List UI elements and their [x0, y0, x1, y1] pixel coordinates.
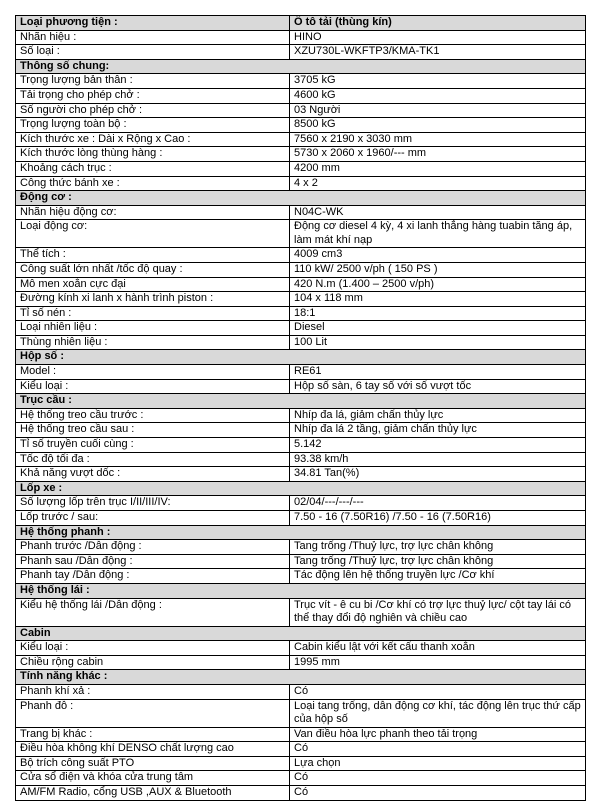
spec-row — [16, 220, 586, 248]
spec-value: Tang trống /Thuỷ lực, trợ lực chân không — [290, 540, 586, 555]
spec-value: Có — [290, 785, 586, 800]
section-header-row — [16, 670, 586, 685]
spec-label: Số loại : — [16, 45, 290, 60]
spec-label: Phanh sau /Dẫn động : — [16, 554, 290, 569]
vehicle-type-header-row — [16, 16, 586, 31]
spec-value: 110 kW/ 2500 v/ph ( 150 PS ) — [290, 262, 586, 277]
spec-label: Nhãn hiệu động cơ: — [16, 205, 290, 220]
spec-value: 7560 x 2190 x 3030 mm — [290, 132, 586, 147]
spec-row — [16, 569, 586, 584]
spec-label: Đường kính xi lanh x hành trình piston : — [16, 292, 290, 307]
spec-row — [16, 88, 586, 103]
spec-label: Phanh đỗ : — [16, 699, 290, 727]
spec-value: Van điều hòa lực phanh theo tải trọng — [290, 727, 586, 742]
spec-row — [16, 176, 586, 191]
section-header-row — [16, 481, 586, 496]
spec-label: Tỉ số nén : — [16, 306, 290, 321]
spec-row — [16, 438, 586, 453]
spec-label: Điều hòa không khí DENSO chất lượng cao — [16, 742, 290, 757]
spec-row — [16, 496, 586, 511]
spec-label: Tải trọng cho phép chở : — [16, 88, 290, 103]
spec-value: 34.81 Tan(%) — [290, 467, 586, 482]
spec-label: Mô men xoắn cực đại — [16, 277, 290, 292]
spec-row — [16, 306, 586, 321]
spec-row — [16, 727, 586, 742]
spec-table-body — [16, 16, 586, 801]
spec-value: Diesel — [290, 321, 586, 336]
spec-label: Hệ thống treo cầu sau : — [16, 423, 290, 438]
spec-value: Có — [290, 684, 586, 699]
spec-label: Phanh tay /Dẫn động : — [16, 569, 290, 584]
spec-row — [16, 742, 586, 757]
spec-label: Kiểu loại : — [16, 379, 290, 394]
spec-label: Trọng lượng toàn bộ : — [16, 118, 290, 133]
spec-row — [16, 205, 586, 220]
spec-value: 8500 kG — [290, 118, 586, 133]
spec-value: 1995 mm — [290, 655, 586, 670]
spec-row — [16, 335, 586, 350]
spec-label: Trọng lượng bản thân : — [16, 74, 290, 89]
spec-value: 7.50 - 16 (7.50R16) /7.50 - 16 (7.50R16) — [290, 511, 586, 526]
spec-label: Lốp trước / sau: — [16, 511, 290, 526]
spec-label: Kiểu hệ thống lái /Dẫn động : — [16, 598, 290, 626]
spec-label: Phanh khí xả : — [16, 684, 290, 699]
section-header-row — [16, 394, 586, 409]
spec-label: Model : — [16, 365, 290, 380]
spec-value: HINO — [290, 30, 586, 45]
spec-row — [16, 248, 586, 263]
spec-value: 03 Người — [290, 103, 586, 118]
spec-row — [16, 103, 586, 118]
spec-label: Phanh trước /Dẫn động : — [16, 540, 290, 555]
spec-value: N04C-WK — [290, 205, 586, 220]
spec-row — [16, 161, 586, 176]
section-header-row — [16, 350, 586, 365]
vehicle-type-value: Ô tô tải (thùng kín) — [290, 16, 586, 31]
section-title: Thông số chung: — [16, 59, 586, 74]
spec-row — [16, 655, 586, 670]
spec-label: Kích thước xe : Dài x Rộng x Cao : — [16, 132, 290, 147]
spec-row — [16, 467, 586, 482]
spec-value: Nhíp đa lá, giảm chấn thủy lực — [290, 408, 586, 423]
spec-value: Hộp số sàn, 6 tay số với số vượt tốc — [290, 379, 586, 394]
spec-row — [16, 771, 586, 786]
spec-label: Khả năng vượt dốc : — [16, 467, 290, 482]
spec-value: 3705 kG — [290, 74, 586, 89]
spec-label: Số lượng lốp trên trục I/II/III/IV: — [16, 496, 290, 511]
spec-value: 18:1 — [290, 306, 586, 321]
spec-value: 4 x 2 — [290, 176, 586, 191]
section-title: Lốp xe : — [16, 481, 586, 496]
spec-label: Cửa sổ điện và khóa cửa trung tâm — [16, 771, 290, 786]
spec-label: Công suất lớn nhất /tốc độ quay : — [16, 262, 290, 277]
spec-value: XZU730L-WKFTP3/KMA-TK1 — [290, 45, 586, 60]
spec-value: 420 N.m (1.400 – 2500 v/ph) — [290, 277, 586, 292]
spec-value: 93.38 km/h — [290, 452, 586, 467]
spec-row — [16, 756, 586, 771]
section-header-row — [16, 583, 586, 598]
spec-value: Động cơ diesel 4 kỳ, 4 xi lanh thẳng hàng tuabin tăng áp, làm mát khí nạp — [290, 220, 586, 248]
spec-label: Kiểu loại : — [16, 641, 290, 656]
spec-value: Loại tang trống, dẫn động cơ khí, tác động lên trục thứ cấp của hộp số — [290, 699, 586, 727]
spec-row — [16, 262, 586, 277]
section-header-row — [16, 525, 586, 540]
spec-row — [16, 132, 586, 147]
vehicle-type-label: Loại phương tiện : — [16, 16, 290, 31]
spec-value: 100 Lit — [290, 335, 586, 350]
spec-row — [16, 74, 586, 89]
spec-label: Số người cho phép chở : — [16, 103, 290, 118]
spec-row — [16, 277, 586, 292]
spec-value: Có — [290, 742, 586, 757]
spec-value: Nhíp đa lá 2 tầng, giảm chấn thủy lực — [290, 423, 586, 438]
spec-label: Bộ trích công suất PTO — [16, 756, 290, 771]
section-title: Tính năng khác : — [16, 670, 586, 685]
spec-value: Lựa chọn — [290, 756, 586, 771]
spec-row — [16, 408, 586, 423]
section-title: Trục cầu : — [16, 394, 586, 409]
spec-label: Nhãn hiệu : — [16, 30, 290, 45]
spec-value: Có — [290, 771, 586, 786]
spec-label: Khoảng cách trục : — [16, 161, 290, 176]
spec-value: Trục vít - ê cu bi /Cơ khí có trợ lực thuỷ lực/ cột tay lái có thể thay đổi độ nghiên và chiều cao — [290, 598, 586, 626]
spec-label: Chiều rộng cabin — [16, 655, 290, 670]
spec-value: 4600 kG — [290, 88, 586, 103]
spec-label: Tốc độ tối đa : — [16, 452, 290, 467]
spec-value: RE61 — [290, 365, 586, 380]
section-header-row — [16, 191, 586, 206]
section-title: Hệ thống lái : — [16, 583, 586, 598]
spec-label: Thể tích : — [16, 248, 290, 263]
spec-row — [16, 684, 586, 699]
spec-value: 5.142 — [290, 438, 586, 453]
spec-label: Kích thước lòng thùng hàng : — [16, 147, 290, 162]
spec-value: Cabin kiểu lật với kết cấu thanh xoắn — [290, 641, 586, 656]
spec-row — [16, 423, 586, 438]
spec-row — [16, 321, 586, 336]
spec-table — [15, 15, 586, 801]
spec-row — [16, 379, 586, 394]
spec-row — [16, 699, 586, 727]
spec-value: Tác động lên hệ thống truyền lực /Cơ khí — [290, 569, 586, 584]
spec-label: Công thức bánh xe : — [16, 176, 290, 191]
spec-row — [16, 365, 586, 380]
spec-label: Loại nhiên liệu : — [16, 321, 290, 336]
spec-row — [16, 45, 586, 60]
spec-label: AM/FM Radio, cổng USB ,AUX & Bluetooth — [16, 785, 290, 800]
spec-row — [16, 30, 586, 45]
spec-row — [16, 598, 586, 626]
spec-row — [16, 554, 586, 569]
spec-label: Thùng nhiên liệu : — [16, 335, 290, 350]
spec-row — [16, 785, 586, 800]
spec-value: Tang trống /Thuỷ lực, trợ lực chân không — [290, 554, 586, 569]
spec-label: Tỉ số truyền cuối cùng : — [16, 438, 290, 453]
spec-value: 02/04/---/---/--- — [290, 496, 586, 511]
spec-row — [16, 118, 586, 133]
spec-row — [16, 147, 586, 162]
spec-value: 4200 mm — [290, 161, 586, 176]
spec-label: Trang bị khác : — [16, 727, 290, 742]
spec-row — [16, 540, 586, 555]
spec-row — [16, 452, 586, 467]
section-title: Hộp số : — [16, 350, 586, 365]
spec-row — [16, 292, 586, 307]
section-title: Cabin — [16, 626, 586, 641]
section-title: Hệ thống phanh : — [16, 525, 586, 540]
spec-row — [16, 511, 586, 526]
spec-row — [16, 641, 586, 656]
section-header-row — [16, 59, 586, 74]
spec-value: 4009 cm3 — [290, 248, 586, 263]
section-title: Động cơ : — [16, 191, 586, 206]
spec-label: Hệ thống treo cầu trước : — [16, 408, 290, 423]
section-header-row — [16, 626, 586, 641]
spec-value: 5730 x 2060 x 1960/--- mm — [290, 147, 586, 162]
spec-label: Loại động cơ: — [16, 220, 290, 248]
spec-value: 104 x 118 mm — [290, 292, 586, 307]
